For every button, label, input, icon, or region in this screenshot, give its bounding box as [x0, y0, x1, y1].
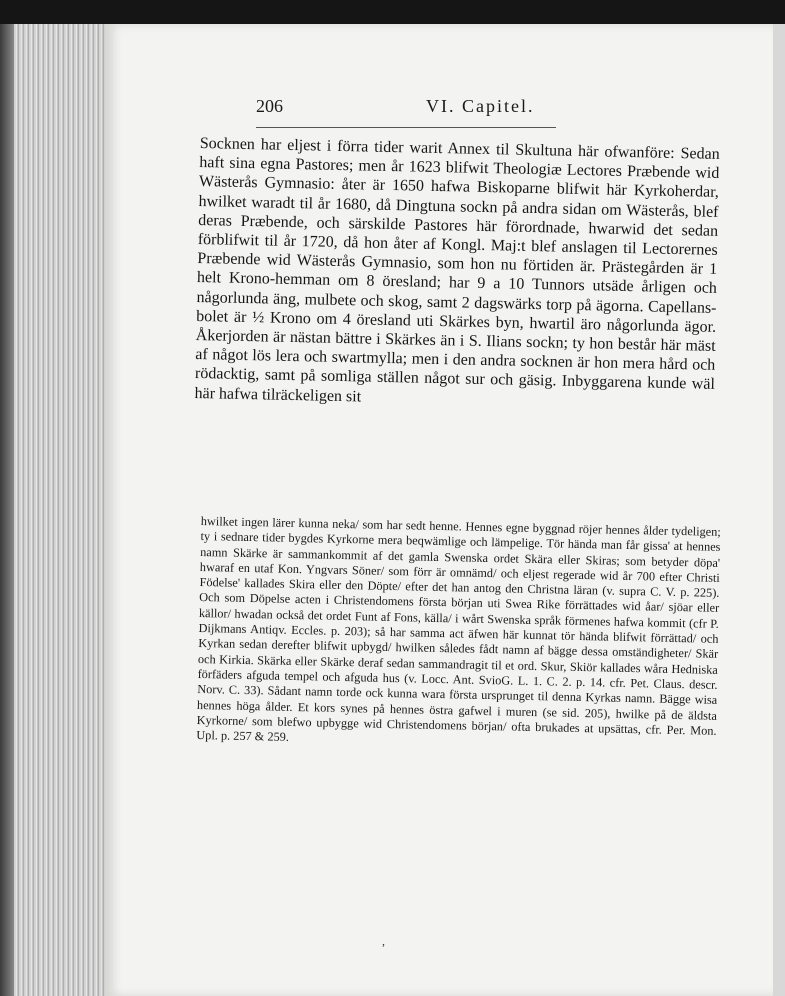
scan-top-border	[0, 0, 785, 24]
main-text-block	[192, 134, 720, 525]
footnote-paragraph: hwilket ingen lärer kunna neka/ som har sedt henne. Hennes egne byggnad röjer hennes ålder tydeligen; ty i sednare tider bygdes Kyrkorne mera beqwämlige och lämpelige. Tör hända man får gissa' at hennes namn Skärke är sammankommit af det gamla Swenska ordet Skära eller Skiras; som betyder döpa' hwaraf en utaf Kon. Yngvars Söner/ som förr är omnämd/ och eljest regerade wid år 700 efter Christi Födelse' kallades Skira eller den Döpte/ efter det han antog den Christna läran (v. supra C. V. p. 225). Och som Döpelse acten i Christendomens första början uti Swea Rike förrättades wid åar/ sjöar eller källor/ hwadan också det ordet Funt af Fons, källa/ i wårt Swenska språk förmenes hafwa kommit (cfr P. Dijkmans Antiqv. Eccles. p. 203); så har samma act äfwen här kunnat tör hända blifwit förrättad/ och Kyrkan sedan derefter blifwit upbygd/ hwilken således fådt namn af bägge dessa omständigheter/ Skär och Kirkia. Skärka eller Skärke deraf sedan sammandragit til et ord. Skur, Skiör kallades wåra Hedniska förfäders afguda tempel och afguda hus (v. Locc. Ant. SvioG. L. 1. C. 2. p. 14. cfr. Pet. Claus. descr. Norv. C. 33). Sådant namn torde ock kunna wara första ursprunget til denna Kyrkas namn. Bägge wisa hennes höga ålder. Et kors synes på hennes östra gafwel i muren (se sid. 205), hwilke på de äldsta Kyrkorne/ som blefwo upbygge wid Christendomens början/ ofta brukades at upsättas, cfr. Per. Mon. Upl. p. 257 & 259.	[196, 514, 721, 745]
book-page-edges	[0, 24, 115, 996]
stray-mark: ,	[382, 934, 385, 948]
page-number: 206	[256, 96, 283, 116]
main-paragraph: Socknen har eljest i förra tider warit Annex til Skultuna här ofwanföre: Sedan haft sina egna Pastores; men år 1623 blifwit Theologiæ Lectores Præbende wid Wästerås Gymnasio: åter är 1650 hafwa Biskoparne blifwit här Kyrkoherdar, hwilket waradt til år 1680, då Dingtuna sockn på andra sidan om Wästerås, blef deras Præbende, och särskilde Pastores här förordnade, hwarwid det sedan förblifwit til år 1720, då hon åter af Kongl. Maj:t blef anslagen til Lectorernes Præbende wid Wästerås Gymnasio, som hon nu förtiden är. Prästegården är 1 helt Krono-hemman om 8 öresland; har 9 a 10 Tunnors utsäde årligen och någorlunda äng, mulbete och skog, samt 2 dagswärks torp på ägorna. Capellans-bolet är ½ Krono om 4 öresland uti Skärkes byn, hwartil äro någorlunda ägor. Åkerjorden är nästan bättre i Skärkes än i S. Ilians sockn; ty hon består här mäst af något lös lera och swartmylla; men i den andra socknen är hon mera hård och rödacktig, samt på somliga ställen något sur och gäsig. Inbyggarena kunde wäl här hafwa tilräckeligen sit	[194, 134, 720, 406]
footnote-block	[193, 514, 721, 895]
page-header	[256, 96, 556, 122]
running-head: VI. Capitel.	[426, 96, 535, 116]
scan-right-border	[773, 24, 785, 996]
header-rule	[256, 127, 556, 128]
